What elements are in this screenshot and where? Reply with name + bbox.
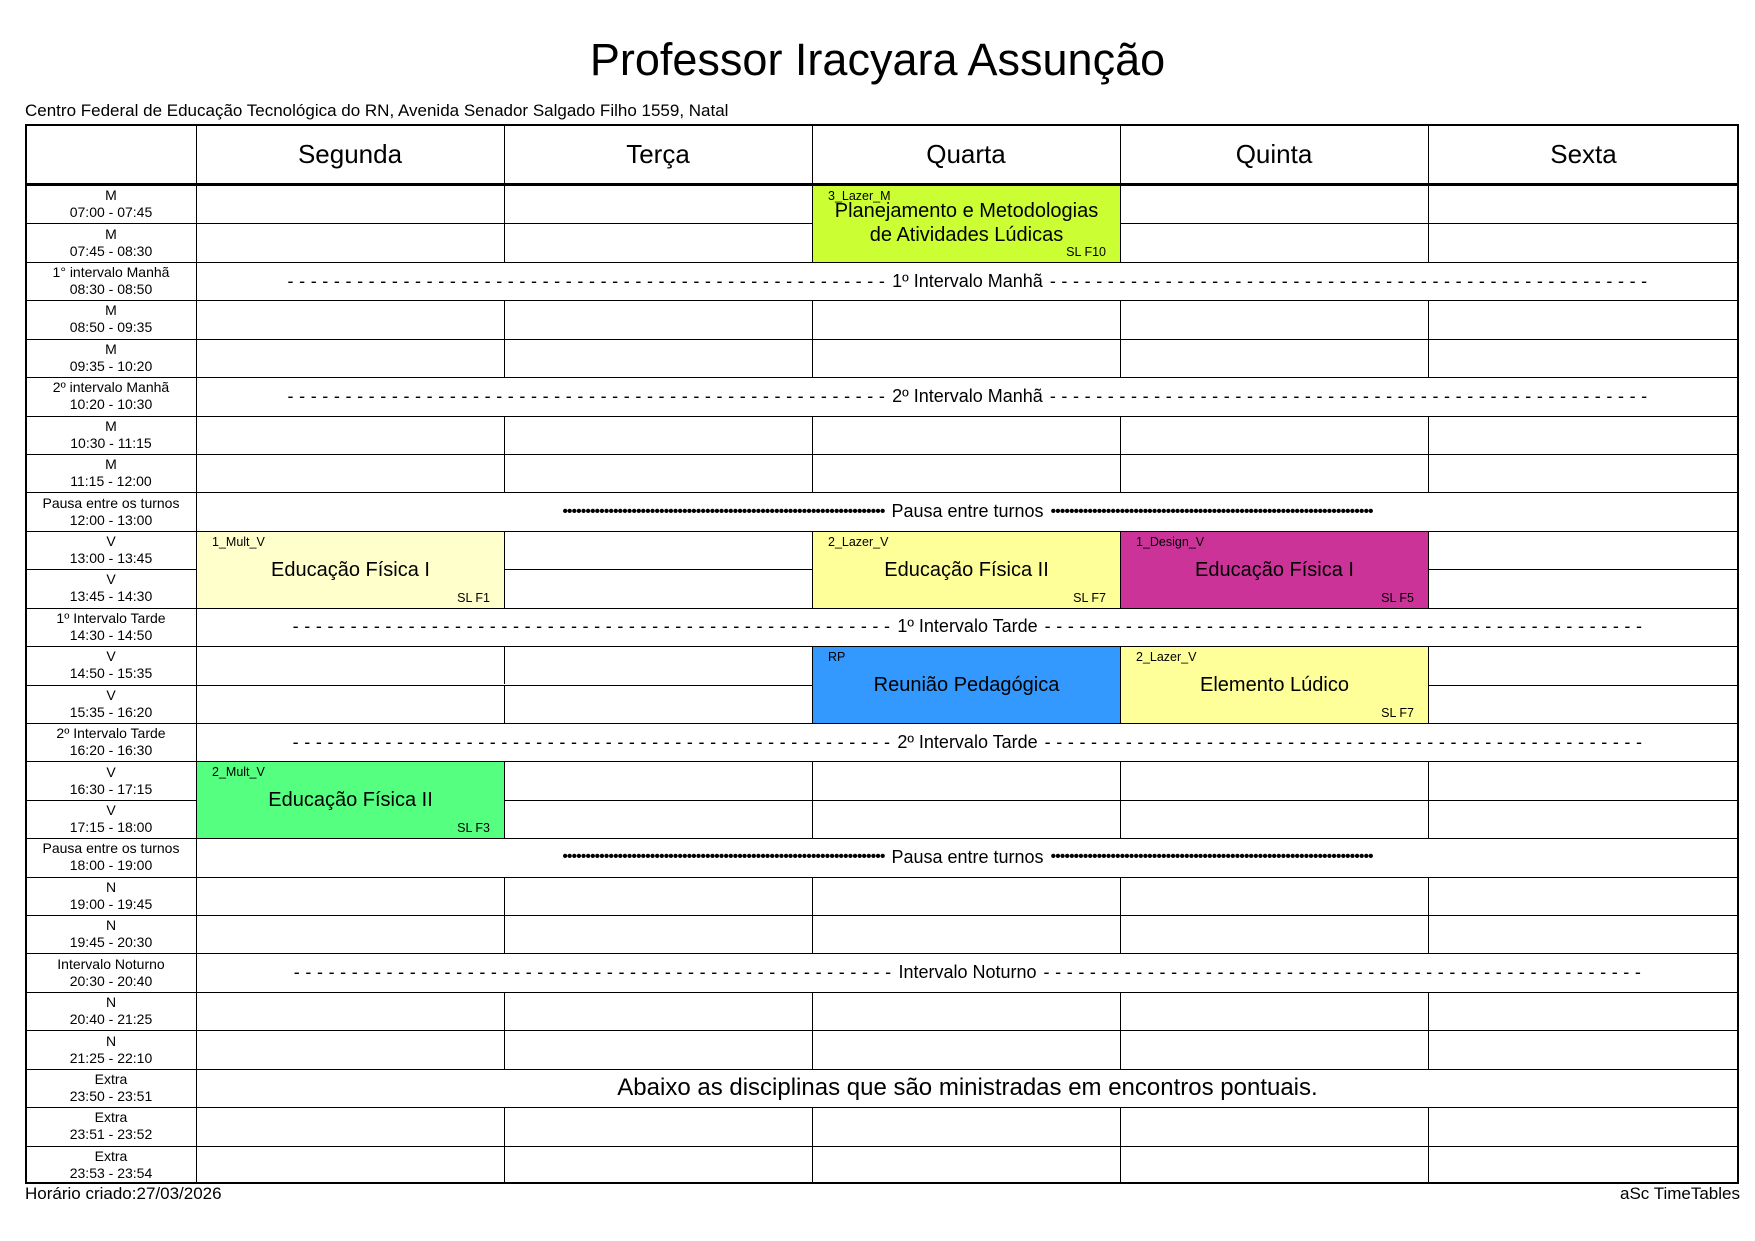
lesson-room: SL F1 (457, 590, 490, 605)
day-column-divider (812, 761, 813, 799)
slot-period: M (105, 340, 117, 357)
lesson-room: SL F10 (1066, 244, 1106, 259)
day-column-divider (812, 339, 813, 377)
time-slot-label (25, 877, 197, 915)
lesson-room: SL F7 (1073, 590, 1106, 605)
row-separator (25, 1107, 1739, 1108)
day-column-divider (1428, 761, 1429, 799)
day-column-divider (1120, 915, 1121, 953)
day-header-divider (1120, 124, 1121, 185)
day-column-divider (504, 1030, 505, 1068)
day-column-divider (1120, 877, 1121, 915)
lesson-subject-text: Educação Física I (271, 558, 430, 581)
row-separator (25, 300, 1739, 301)
slot-period: 1º Intervalo Tarde (56, 609, 166, 626)
day-header-divider (1428, 124, 1429, 185)
lesson-subject (813, 647, 1120, 723)
lesson-card[interactable] (812, 185, 1121, 263)
slot-period: 2º intervalo Manhã (52, 379, 170, 396)
banner-label: 1º Intervalo Tarde (897, 616, 1038, 637)
break-banner (196, 838, 1739, 876)
slot-period: M (105, 225, 117, 242)
day-column-divider (812, 454, 813, 492)
day-column-divider (504, 646, 505, 684)
slot-period: Extra (94, 1147, 128, 1164)
slot-time: 23:50 - 23:51 (69, 1087, 153, 1104)
lesson-class-code: 3_Lazer_M (828, 189, 891, 203)
time-slot-label (25, 454, 197, 492)
lesson-room: SL F7 (1381, 705, 1414, 720)
slot-period: Pausa entre os turnos (42, 494, 180, 511)
lesson-subject-text: Elemento Lúdico (1200, 673, 1349, 696)
day-column-divider (1120, 800, 1121, 838)
time-slot-label (25, 800, 197, 838)
lesson-class-code: 1_Design_V (1136, 534, 1205, 549)
day-column-divider (812, 1030, 813, 1068)
banner-filler: •••••••••••••••••••••••••••••••••••••••••••••••••••••••••••••••••••••• (562, 502, 885, 520)
day-header: Quinta (1235, 139, 1313, 169)
time-slot-label (25, 262, 197, 300)
day-column-divider (504, 877, 505, 915)
row-separator (25, 1146, 1739, 1147)
slot-period: 1° intervalo Manhã (52, 264, 170, 281)
row-separator (25, 877, 1739, 878)
day-column-divider (1120, 300, 1121, 338)
slot-time: 21:25 - 22:10 (69, 1049, 153, 1066)
day-column-divider (1120, 761, 1121, 799)
slot-period: V (106, 648, 116, 665)
banner-label: Pausa entre turnos (891, 501, 1044, 522)
time-slot-label (25, 377, 197, 415)
time-slot-label (25, 339, 197, 377)
lesson-card[interactable] (1120, 531, 1429, 609)
lesson-class-code: RP (828, 650, 846, 665)
slot-time: 16:30 - 17:15 (69, 780, 153, 797)
day-header: Segunda (297, 139, 403, 169)
day-column-divider (1120, 992, 1121, 1030)
slot-period: V (106, 686, 116, 703)
slot-period: Extra (94, 1070, 128, 1087)
day-column-divider (1428, 1107, 1429, 1145)
day-header: Sexta (1550, 139, 1617, 169)
banner-filler: - - - - - - - - - - - - - - - - - - - - - - - - - - - - - - - - - - - - - - - - - - - - - - - - - - - - (1044, 616, 1643, 637)
slot-period: M (105, 456, 117, 473)
slot-period: V (106, 801, 116, 818)
day-column-divider (1428, 300, 1429, 338)
slot-period: Extra (94, 1109, 128, 1126)
time-slot-label (25, 300, 197, 338)
slot-time: 13:45 - 14:30 (69, 588, 153, 605)
day-column-divider (1428, 223, 1429, 261)
extra-note: Abaixo as disciplinas que são ministradas em encontros pontuais. (617, 1073, 1318, 1101)
time-slot-label (25, 992, 197, 1030)
break-banner (196, 723, 1739, 761)
slot-period: 2º Intervalo Tarde (56, 725, 166, 742)
banner-filler: - - - - - - - - - - - - - - - - - - - - - - - - - - - - - - - - - - - - - - - - - - - - - - - - - - - - (287, 270, 886, 291)
lesson-class-code: 2_Lazer_V (828, 534, 889, 549)
time-slot-label (25, 1069, 197, 1107)
day-column-divider (504, 416, 505, 454)
lesson-subject-text: Educação Física II (884, 558, 1049, 581)
lesson-card[interactable] (812, 646, 1121, 724)
lesson-subject-text: Planejamento e Metodologias de Atividades Lúdicas (834, 199, 1099, 246)
lesson-class-code: 2_Lazer_V (1136, 650, 1197, 665)
banner-label: 2º Intervalo Tarde (897, 731, 1038, 752)
slot-time: 07:45 - 08:30 (69, 242, 153, 259)
banner-filler: - - - - - - - - - - - - - - - - - - - - - - - - - - - - - - - - - - - - - - - - - - - - - - - - - - - - (1049, 385, 1648, 406)
day-header: Quarta (926, 139, 1006, 169)
day-column-divider (1120, 454, 1121, 492)
banner-filler: - - - - - - - - - - - - - - - - - - - - - - - - - - - - - - - - - - - - - - - - - - - - - - - - - - - - (287, 385, 886, 406)
row-separator (25, 416, 1739, 417)
time-slot-label (25, 531, 197, 569)
banner-filler: - - - - - - - - - - - - - - - - - - - - - - - - - - - - - - - - - - - - - - - - - - - - - - - - - - - - (1044, 731, 1643, 752)
day-column-divider (1120, 1146, 1121, 1184)
slot-time: 10:20 - 10:30 (69, 396, 153, 413)
time-slot-label (25, 953, 197, 991)
day-column-divider (1428, 339, 1429, 377)
day-header: Terça (626, 139, 690, 169)
day-header-divider (504, 124, 505, 185)
day-column-divider (1428, 877, 1429, 915)
day-column-divider (1120, 416, 1121, 454)
slot-time: 20:30 - 20:40 (69, 972, 153, 989)
day-column-divider (504, 1107, 505, 1145)
day-column-divider (504, 300, 505, 338)
day-column-divider (1120, 1107, 1121, 1145)
slot-period: M (105, 302, 117, 319)
slot-time: 11:15 - 12:00 (70, 473, 152, 490)
break-banner (196, 608, 1739, 646)
day-column-divider (1428, 992, 1429, 1030)
slot-time: 18:00 - 19:00 (69, 857, 153, 874)
lesson-subject-text: Educação Física II (268, 789, 433, 812)
time-slot-label (25, 761, 197, 799)
creation-date: Horário criado:27/03/2026 (25, 1184, 222, 1203)
brand-label: aSc TimeTables (1620, 1184, 1740, 1203)
slot-time: 13:00 - 13:45 (69, 550, 153, 566)
time-slot-label (25, 608, 197, 646)
time-slot-label (25, 416, 197, 454)
lesson-subject-text: Reunião Pedagógica (873, 673, 1060, 696)
day-column-divider (1428, 800, 1429, 838)
lesson-class-code: 2_Mult_V (212, 765, 265, 780)
slot-period: N (105, 994, 117, 1011)
banner-filler: - - - - - - - - - - - - - - - - - - - - - - - - - - - - - - - - - - - - - - - - - - - - - - - - - - - - (1043, 962, 1642, 983)
slot-period: M (105, 187, 117, 204)
slot-time: 19:00 - 19:45 (69, 895, 153, 912)
slot-time: 08:30 - 08:50 (69, 281, 153, 298)
slot-time: 10:30 - 11:15 (70, 434, 152, 451)
banner-label: Intervalo Noturno (898, 962, 1037, 983)
lesson-subject-text: Educação Física I (1195, 558, 1354, 581)
row-separator (25, 1030, 1739, 1031)
time-slot-label (25, 915, 197, 953)
time-slot-label (25, 838, 197, 876)
banner-filler: - - - - - - - - - - - - - - - - - - - - - - - - - - - - - - - - - - - - - - - - - - - - - - - - - - - - (292, 731, 891, 752)
day-column-divider (504, 223, 505, 261)
slot-time: 23:53 - 23:54 (69, 1164, 153, 1181)
day-column-divider (504, 454, 505, 492)
time-slot-label (25, 646, 197, 684)
row-separator (25, 915, 1739, 916)
slot-period: N (105, 917, 117, 934)
day-column-divider (812, 800, 813, 838)
slot-period: M (105, 417, 117, 434)
slot-time: 12:00 - 13:00 (69, 511, 153, 528)
lesson-card[interactable] (812, 531, 1121, 609)
day-column-divider (812, 992, 813, 1030)
slot-time: 15:35 - 16:20 (69, 703, 153, 720)
day-column-divider (1428, 1146, 1429, 1184)
lesson-card[interactable] (196, 761, 505, 839)
break-banner (196, 262, 1739, 300)
day-header-divider (812, 124, 813, 185)
banner-filler: •••••••••••••••••••••••••••••••••••••••••••••••••••••••••••••••••••••• (1050, 848, 1373, 866)
slot-time: 07:00 - 07:45 (69, 204, 153, 221)
day-column-divider (504, 185, 505, 223)
day-column-divider (812, 877, 813, 915)
slot-period: V (106, 763, 116, 780)
day-column-divider (1428, 915, 1429, 953)
banner-filler: - - - - - - - - - - - - - - - - - - - - - - - - - - - - - - - - - - - - - - - - - - - - - - - - - - - - (1049, 270, 1648, 291)
banner-label: Pausa entre turnos (891, 846, 1044, 867)
banner-filler: - - - - - - - - - - - - - - - - - - - - - - - - - - - - - - - - - - - - - - - - - - - - - - - - - - - - (292, 616, 891, 637)
slot-time: 19:45 - 20:30 (69, 934, 153, 951)
slot-time: 16:20 - 16:30 (69, 742, 153, 759)
day-column-divider (504, 915, 505, 953)
break-banner (196, 953, 1739, 991)
day-column-divider (1120, 1030, 1121, 1068)
break-banner (196, 492, 1739, 530)
slot-time: 23:51 - 23:52 (69, 1126, 153, 1143)
time-slot-label (25, 723, 197, 761)
lesson-room: SL F5 (1381, 590, 1414, 605)
time-slot-label (25, 223, 197, 261)
banner-filler: - - - - - - - - - - - - - - - - - - - - - - - - - - - - - - - - - - - - - - - - - - - - - - - - - - - - (293, 962, 892, 983)
day-column-divider (812, 416, 813, 454)
time-slot-label (25, 1146, 197, 1184)
day-column-divider (504, 992, 505, 1030)
lesson-card[interactable] (1120, 646, 1429, 724)
row-separator (25, 339, 1739, 340)
time-slot-label (25, 685, 197, 723)
day-column-divider (1428, 1030, 1429, 1068)
page-title: Professor Iracyara Assunção (589, 34, 1166, 85)
time-slot-label (25, 1107, 197, 1145)
slot-period: V (106, 533, 116, 549)
banner-filler: •••••••••••••••••••••••••••••••••••••••••••••••••••••••••••••••••••••• (562, 848, 885, 866)
day-column-divider (812, 1146, 813, 1184)
time-slot-label (25, 492, 197, 530)
banner-filler: •••••••••••••••••••••••••••••••••••••••••••••••••••••••••••••••••••••• (1050, 502, 1373, 520)
day-column-divider (1120, 339, 1121, 377)
time-slot-label (25, 1030, 197, 1068)
slot-time: 14:30 - 14:50 (69, 626, 153, 643)
banner-label: 2º Intervalo Manhã (892, 385, 1043, 406)
institution-address: Centro Federal de Educação Tecnológica do RN, Avenida Senador Salgado Filho 1559, Natal (25, 101, 729, 120)
row-separator (25, 992, 1739, 993)
row-separator (25, 454, 1739, 455)
day-column-divider (504, 685, 505, 723)
banner-label: 1º Intervalo Manhã (892, 270, 1043, 291)
lesson-room: SL F3 (457, 821, 490, 836)
slot-period: N (105, 878, 117, 895)
day-column-divider (1428, 454, 1429, 492)
day-column-divider (1428, 185, 1429, 223)
lesson-card[interactable] (196, 531, 505, 609)
slot-period: Pausa entre os turnos (42, 840, 180, 857)
day-column-divider (812, 915, 813, 953)
slot-period: Intervalo Noturno (57, 955, 165, 972)
day-column-divider (1428, 416, 1429, 454)
slot-time: 09:35 - 10:20 (69, 357, 153, 374)
slot-period: V (106, 571, 116, 588)
slot-period: N (105, 1032, 117, 1049)
lesson-class-code: 1_Mult_V (212, 534, 265, 549)
day-column-divider (812, 1107, 813, 1145)
slot-time: 14:50 - 15:35 (69, 665, 153, 682)
time-slot-label (25, 569, 197, 607)
slot-time: 20:40 - 21:25 (69, 1011, 153, 1028)
time-slot-label (25, 185, 197, 223)
break-banner (196, 377, 1739, 415)
day-column-divider (504, 1146, 505, 1184)
day-column-divider (812, 300, 813, 338)
day-column-divider (504, 339, 505, 377)
slot-time: 08:50 - 09:35 (69, 319, 153, 336)
slot-time: 17:15 - 18:00 (69, 818, 153, 835)
